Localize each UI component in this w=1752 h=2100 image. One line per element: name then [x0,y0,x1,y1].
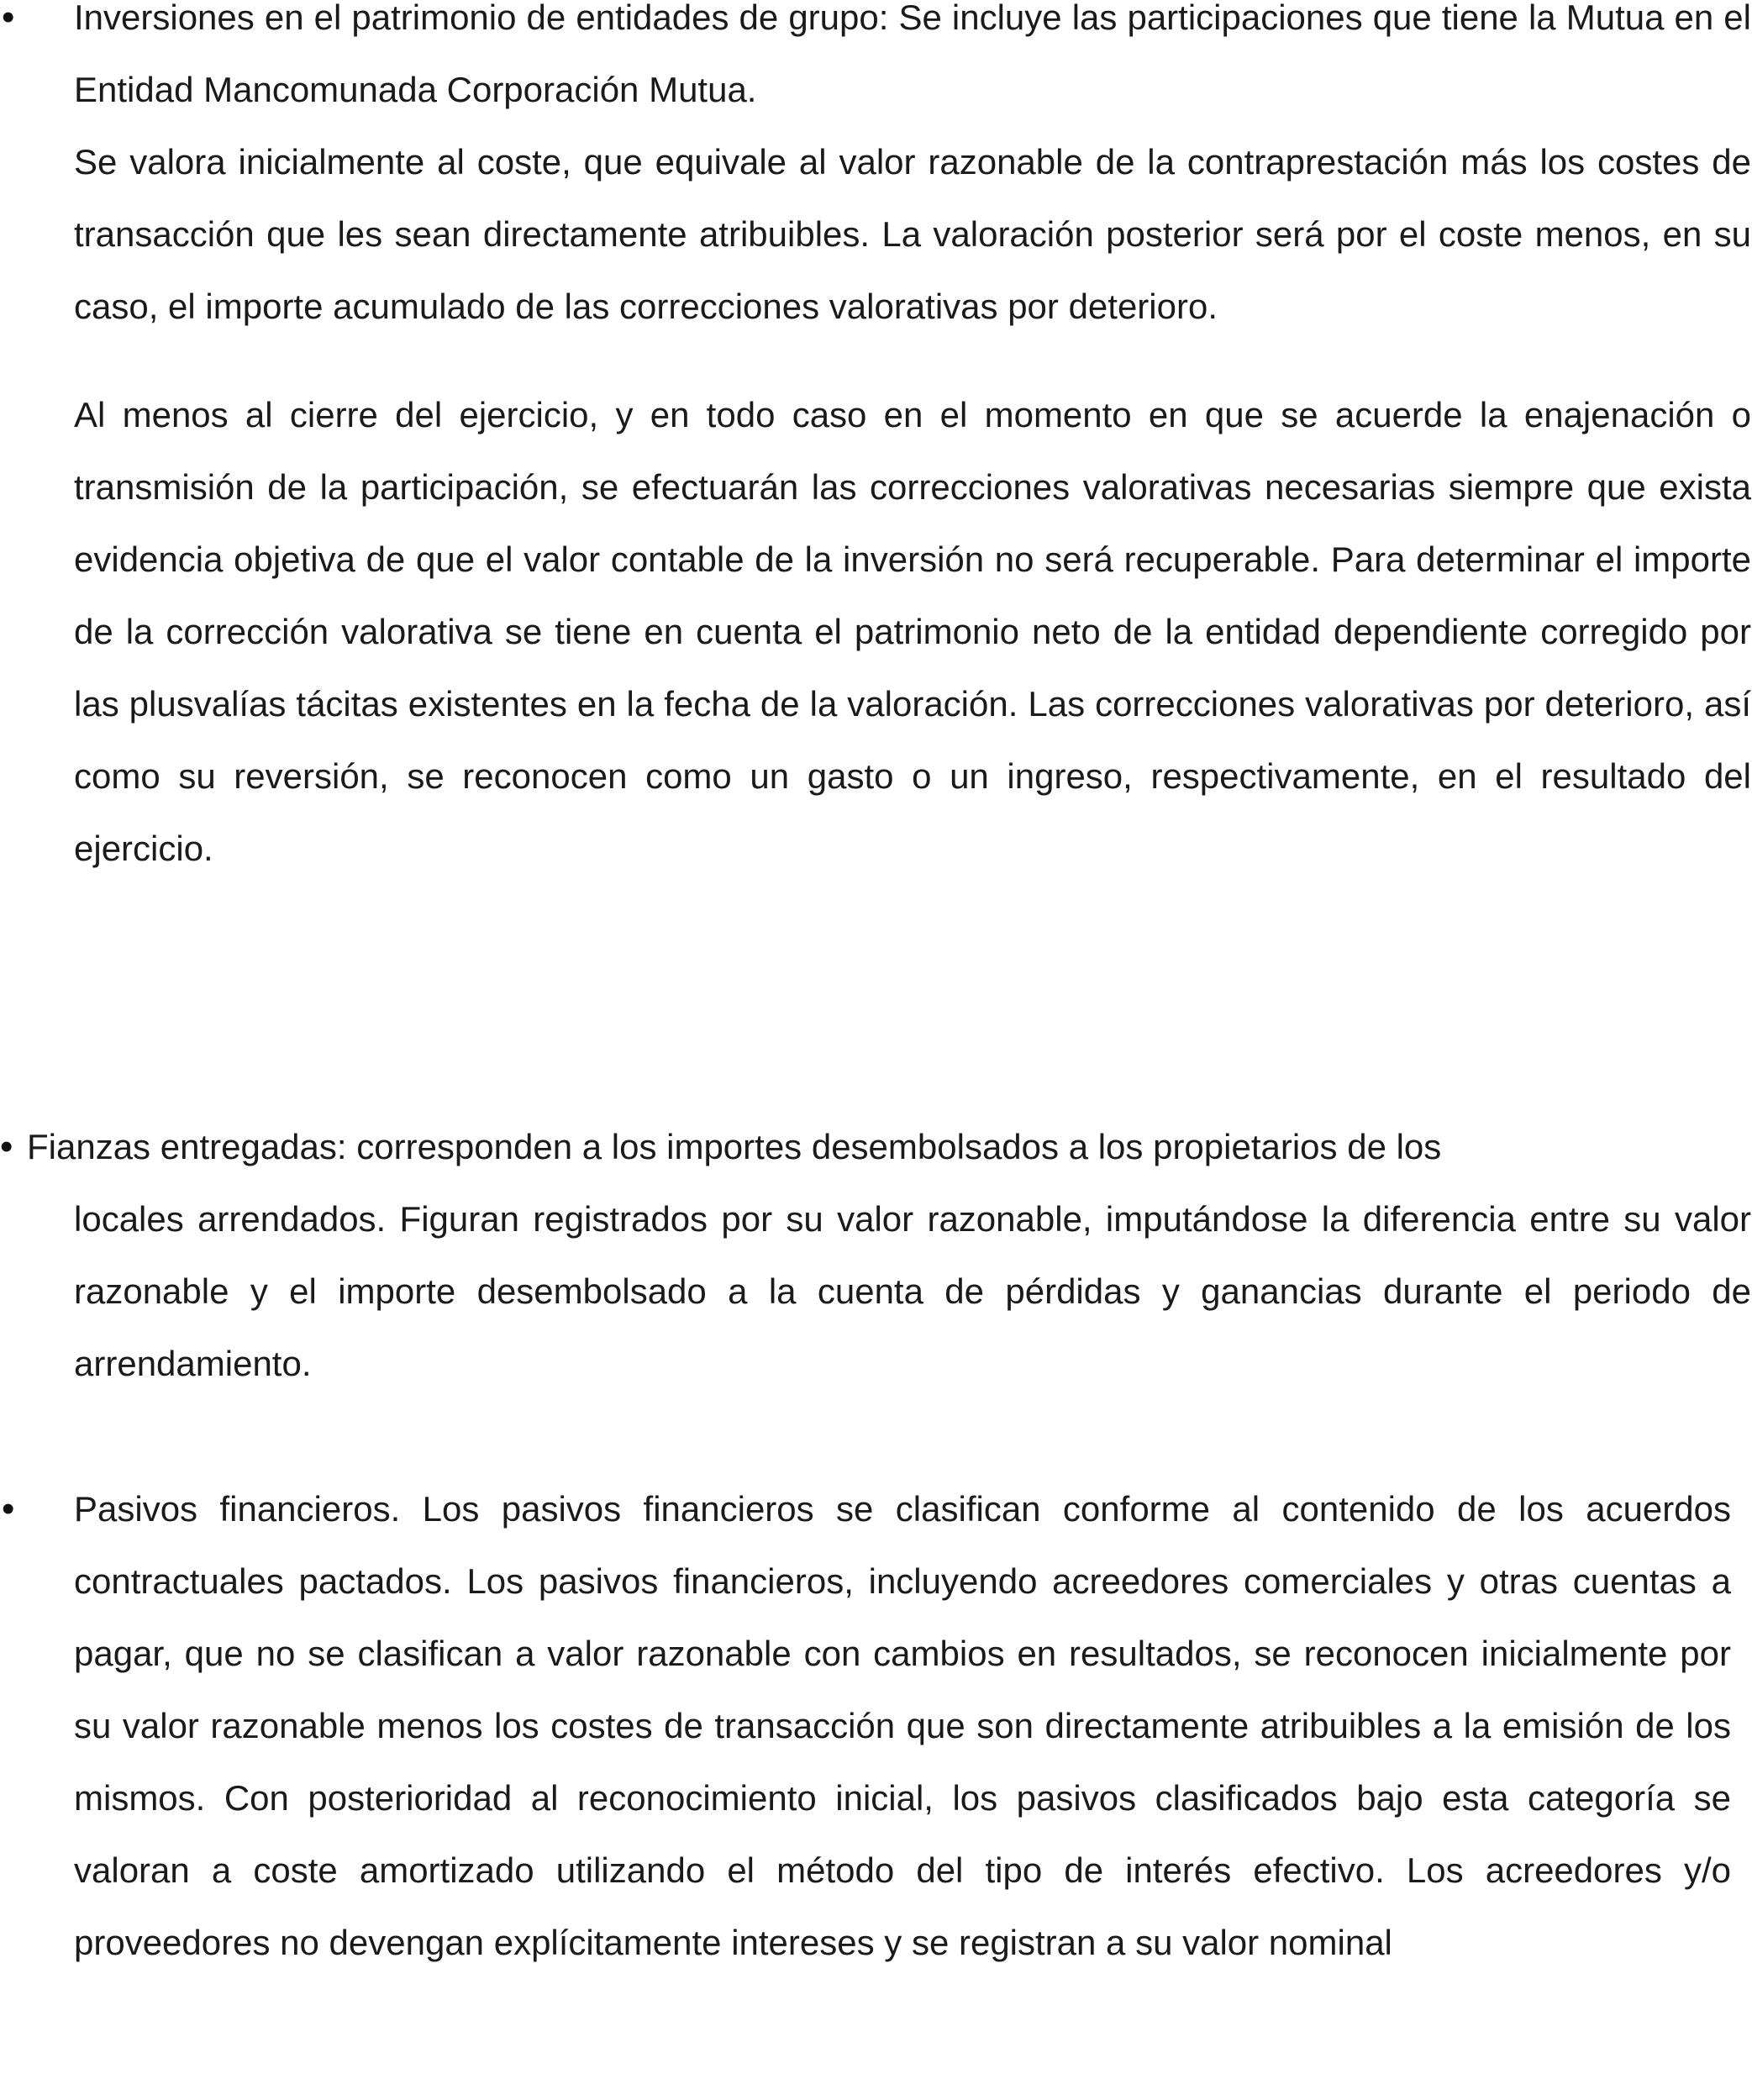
bullet: • [2,1488,15,1529]
paragraph-pasivos-financieros: Pasivos financieros. Los pasivos financieros se clasifican conforme al contenido de los acuerdos contractuales pactados. Los pasivos financieros, incluyendo acreedores comerciales y otras cuentas a pagar, que no se clasifican a valor razonable con cambios en resultados, se reconocen inicialmente por su valor razonable menos los costes de transacción que son directamente atribuibles a la emisión de los mismos. Con posterioridad al reconocimiento inicial, los pasivos clasificados bajo esta categoría se valoran a coste amortizado utilizando el método del tipo de interés efectivo. Los acreedores y/o proveedores no devengan explícitamente intereses y se registran a su valor nominal [74,1489,1731,1962]
paragraph-fianzas-rest: locales arrendados. Figuran registrados por su valor razonable, imputándose la diferencia entre su valor razonable y el importe desembolsado a la cuenta de pérdidas y ganancias durante el periodo de arrendamiento. [74,1199,1751,1383]
bullet: • [0,1126,13,1167]
paragraph-fianzas-first-line: Fianzas entregadas: corresponden a los importes desembolsados a los propietarios de los [27,1127,1442,1166]
paragraph-correcciones-valorativas: Al menos al cierre del ejercicio, y en todo caso en el momento en que se acuerde la enajenación o transmisión de la participación, se efectuarán las correcciones valorativas necesarias siempre que exista evidencia objetiva de que el valor contable de la inversión no será recuperable. Para determinar el importe de la corrección valorativa se tiene en cuenta el patrimonio neto de la entidad dependiente corregido por las plusvalías tácitas existentes en la fecha de la valoración. Las correcciones valorativas por deterioro, así como su reversión, se reconocen como un gasto o un ingreso, respectivamente, en el resultado del ejercicio. [74,395,1751,868]
paragraph-valoracion-inicial: Se valora inicialmente al coste, que equivale al valor razonable de la contraprestación más los costes de transacción que les sean directamente atribuibles. La valoración posterior será por el coste menos, en su caso, el importe acumulado de las correcciones valorativas por deterioro. [74,142,1751,326]
bullet: • [2,0,15,38]
paragraph-fianzas [27,1111,1751,1400]
paragraph-inversiones-intro: Inversiones en el patrimonio de entidades de grupo: Se incluye las participaciones que tiene la Mutua en el Entidad Mancomunada Corporación Mutua. [74,0,1751,109]
